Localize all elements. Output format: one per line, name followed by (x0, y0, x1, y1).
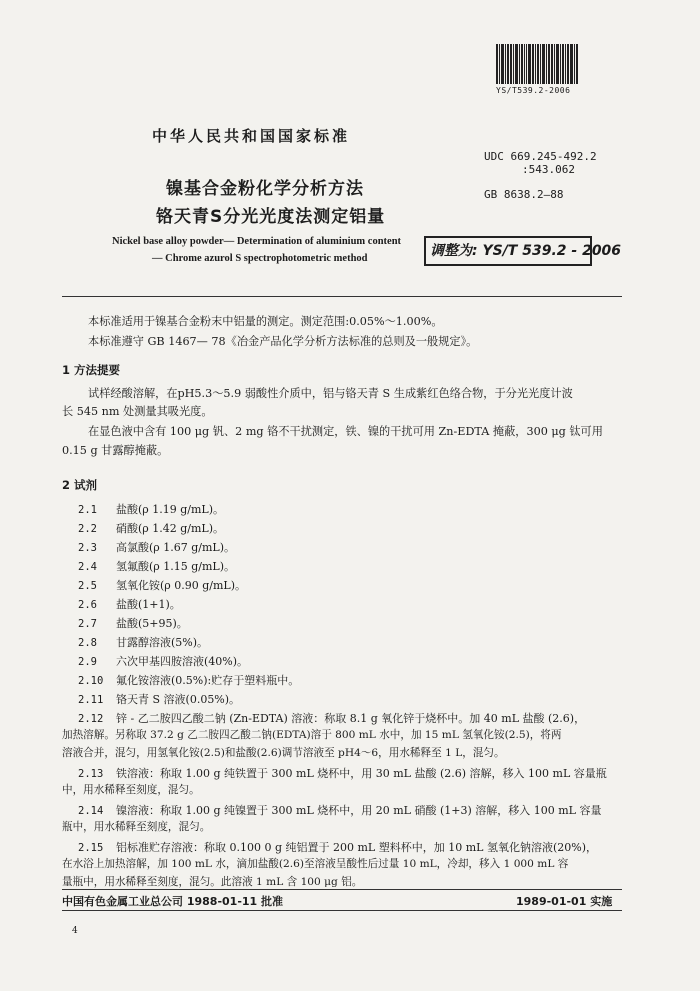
reagent-2-13-line-1: 铁溶液：称取 1.00 g 纯铁置于 300 mL 烧杯中，用 30 mL 盐酸 (2.6) 溶解，移入 100 mL 容量瓶 (116, 767, 607, 780)
title-line-1: 镍基合金粉化学分析方法 (166, 179, 364, 199)
reagent-text: 高氯酸(ρ 1.67 g/mL)。 (116, 541, 236, 554)
reagent-item (78, 691, 240, 707)
reagent-number: 2.3 (78, 542, 97, 554)
intro-paragraph-2: 本标准遵守 GB 1467— 78《冶金产品化学分析方法标准的总则及一般规定》。 (88, 335, 478, 348)
section-1-paragraph-2-line-1: 在显色液中含有 100 μg 钒、2 mg 铬不干扰测定，铁、镍的干扰可用 Zn-EDTA 掩蔽，300 μg 钛可用 (88, 425, 603, 438)
adjustment-stamp: 调整为: YS/T 539.2 - 2006 (424, 236, 592, 266)
reagent-2-15-line-2: 在水浴上加热溶解，加 100 mL 水，滴加盐酸(2.6)至溶液呈酸性后过量 10 mL，冷却，移入 1 000 mL 容 (62, 858, 569, 870)
reagent-number: 2.8 (78, 637, 97, 649)
footer-bottom-divider (62, 910, 622, 911)
reagent-item (78, 615, 188, 631)
reagent-number: 2.13 (78, 768, 104, 780)
reagent-2-12 (78, 710, 585, 726)
footer-divider (62, 889, 622, 890)
effective-date: 1989-01-01 实施 (516, 895, 613, 908)
reagent-number: 2.15 (78, 842, 104, 854)
reagent-2-12-line-2: 加热溶解。另称取 37.2 g 乙二胺四乙酸二钠(EDTA)溶于 800 mL 水中，加 15 mL 氢氧化铵(2.5)，将两 (62, 729, 562, 741)
reagent-item (78, 672, 299, 688)
reagent-item (78, 634, 208, 650)
reagent-number: 2.10 (78, 675, 104, 687)
standard-code-label: YS/T539.2-2006 (496, 86, 571, 95)
reagent-number: 2.4 (78, 561, 97, 573)
reagent-text: 氢氧化铵(ρ 0.90 g/mL)。 (116, 579, 247, 592)
udc-line-1: UDC 669.245-492.2 (484, 150, 597, 163)
reagent-2-15 (78, 839, 597, 855)
english-title-line-1: Nickel base alloy powder— Determination of aluminium content (112, 236, 402, 247)
section-1-paragraph-1-line-1: 试样经酸溶解，在pH5.3～5.9 弱酸性介质中，铝与铬天青 S 生成紫红色络合物，于分光光度计波 (88, 387, 573, 400)
reagent-2-12-line-3: 溶液合并，混匀，用氢氧化铵(2.5)和盐酸(2.6)调节溶液至 pH4～6，用水稀释至 1 L，混匀。 (62, 747, 505, 759)
intro-paragraph-1: 本标准适用于镍基合金粉末中铝量的测定。测定范围:0.05%～1.00%。 (88, 315, 443, 328)
reagent-number: 2.6 (78, 599, 97, 611)
reagent-text: 氢氟酸(ρ 1.15 g/mL)。 (116, 560, 236, 573)
reagent-item (78, 539, 235, 555)
reagent-2-12-line-1: 锌 - 乙二胺四乙酸二钠 (Zn-EDTA) 溶液：称取 8.1 g 氧化锌于烧杯中。加 40 mL 盐酸 (2.6)， (116, 712, 586, 725)
reagent-text: 盐酸(1+1)。 (116, 598, 181, 611)
section-1-heading: 1 方法提要 (62, 363, 121, 377)
national-standard-heading: 中华人民共和国国家标准 (152, 127, 351, 145)
reagent-number: 2.1 (78, 504, 97, 516)
reagent-2-14-line-1: 镍溶液：称取 1.00 g 纯镍置于 300 mL 烧杯中，用 20 mL 硝酸 (1+3) 溶解，移入 100 mL 容量 (116, 804, 602, 817)
reagent-text: 硝酸(ρ 1.42 g/mL)。 (116, 522, 225, 535)
reagent-item (78, 520, 224, 536)
page-number: 4 (72, 926, 78, 936)
reagent-text: 甘露醇溶液(5%)。 (116, 636, 209, 649)
reagent-number: 2.14 (78, 805, 104, 817)
reagent-number: 2.12 (78, 713, 104, 725)
reagent-item (78, 653, 248, 669)
reagent-number: 2.5 (78, 580, 97, 592)
barcode-bars (496, 44, 588, 84)
udc-code (484, 150, 597, 176)
reagent-2-14-line-2: 瓶中，用水稀释至刻度，混匀。 (62, 821, 211, 833)
reagent-2-13 (78, 765, 607, 781)
english-title-line-2: — Chrome azurol S spectrophotometric method (152, 253, 368, 264)
reagent-2-14 (78, 802, 601, 818)
reagent-number: 2.9 (78, 656, 97, 668)
reagent-number: 2.2 (78, 523, 97, 535)
udc-line-2: :543.062 (522, 163, 575, 176)
barcode (496, 44, 588, 100)
section-2-heading: 2 试剂 (62, 478, 98, 492)
reagent-number: 2.11 (78, 694, 104, 706)
reagent-2-15-line-3: 量瓶中，用水稀释至刻度，混匀。此溶液 1 mL 含 100 μg 铝。 (62, 876, 363, 888)
reagent-item (78, 596, 181, 612)
section-1-paragraph-1-line-2: 长 545 nm 处测量其吸光度。 (62, 405, 213, 418)
gb-number: GB 8638.2—88 (484, 188, 564, 201)
reagent-item (78, 558, 235, 574)
reagent-item (78, 577, 246, 593)
approval-line: 中国有色金属工业总公司 1988-01-11 批准 (62, 895, 284, 908)
reagent-2-13-line-2: 中，用水稀释至刻度，混匀。 (62, 784, 200, 796)
reagent-item (78, 501, 224, 517)
section-1-paragraph-2-line-2: 0.15 g 甘露醇掩蔽。 (62, 444, 169, 457)
reagent-text: 盐酸(5+95)。 (116, 617, 188, 630)
title-line-2: 铬天青S分光光度法测定铝量 (156, 207, 386, 227)
reagent-text: 氟化铵溶液(0.5%):贮存于塑料瓶中。 (116, 674, 300, 687)
reagent-text: 铬天青 S 溶液(0.05%)。 (116, 693, 241, 706)
header-divider (62, 296, 622, 297)
reagent-text: 六次甲基四胺溶液(40%)。 (116, 655, 249, 668)
reagent-number: 2.7 (78, 618, 97, 630)
reagent-text: 盐酸(ρ 1.19 g/mL)。 (116, 503, 225, 516)
reagent-2-15-line-1: 铝标准贮存溶液：称取 0.100 0 g 纯铝置于 200 mL 塑料杯中，加 10 mL 氢氧化钠溶液(20%)， (116, 841, 597, 854)
